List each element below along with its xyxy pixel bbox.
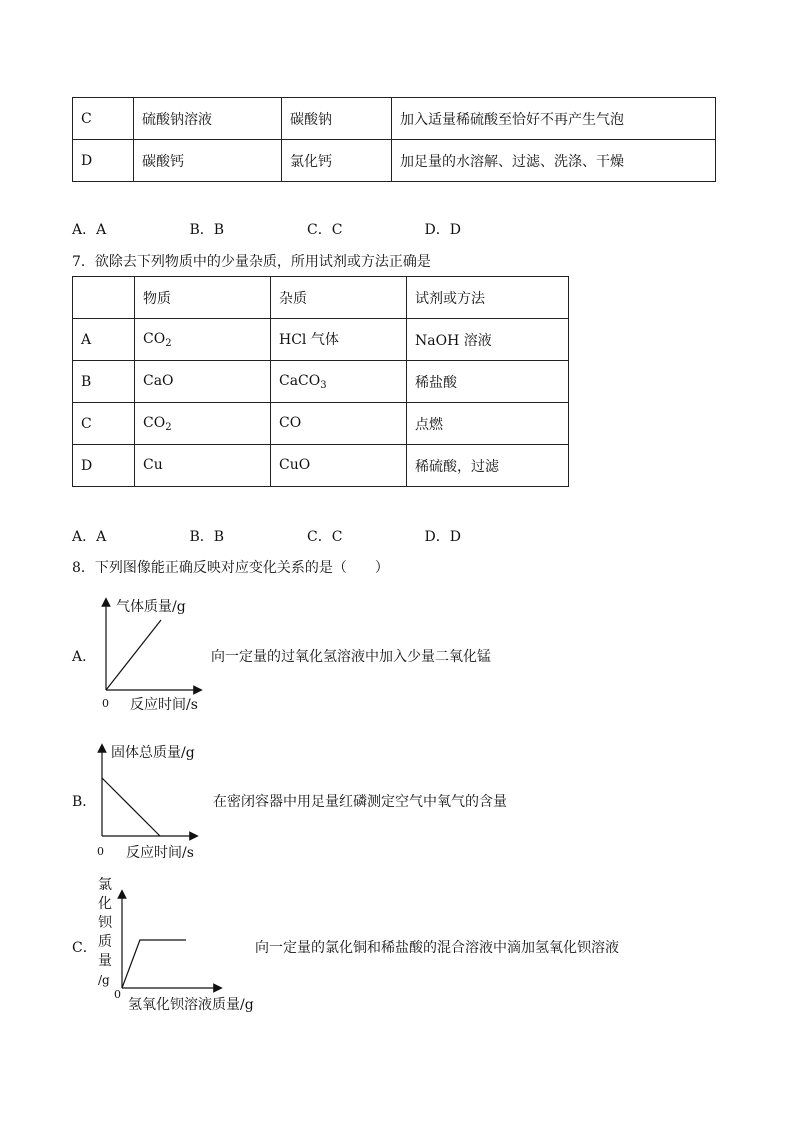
series-line (122, 940, 186, 988)
table-row (73, 98, 716, 140)
row-label: C (73, 403, 135, 445)
substance-cell (135, 403, 271, 445)
header-cell (73, 277, 135, 319)
formula: Cu (143, 456, 163, 473)
option-a-description: 向一定量的过氧化氢溶液中加入少量二氧化锰 (211, 649, 491, 665)
option-c[interactable]: C．C (307, 529, 343, 545)
table-row (73, 445, 569, 487)
series-line (102, 778, 160, 836)
chart-b-svg (92, 744, 202, 844)
header-cell: 试剂或方法 (407, 277, 569, 319)
subscript: 3 (320, 379, 327, 391)
impurity-cell (271, 361, 407, 403)
series-line (106, 620, 161, 690)
impurity-cell (271, 445, 407, 487)
row-label: A (73, 319, 135, 361)
chart-b-xlabel: 反应时间/s (126, 845, 194, 861)
row-label: D (73, 140, 134, 182)
option-a[interactable]: A．A (72, 222, 107, 238)
formula: CO (143, 414, 166, 431)
ylabel-char: 氯 (98, 877, 112, 893)
chart-c-origin: 0 (114, 988, 121, 1001)
header-cell: 物质 (135, 277, 271, 319)
method-cell: 稀盐酸 (407, 361, 569, 403)
chart-c (110, 892, 225, 992)
chart-a (96, 598, 206, 698)
impurity-cell: 碳酸钠 (282, 98, 392, 140)
substance-cell: 硫酸钠溶液 (134, 98, 282, 140)
question-7-options (72, 526, 542, 546)
impurity-cell (271, 319, 407, 361)
method-cell: 稀硫酸，过滤 (407, 445, 569, 487)
row-label: D (73, 445, 135, 487)
option-a-letter[interactable]: A． (72, 649, 97, 665)
option-c-letter[interactable]: C． (72, 940, 97, 956)
question-6-table (72, 97, 716, 182)
ylabel-char: 钡 (98, 915, 112, 931)
formula: CaO (143, 372, 174, 389)
method-cell: 加足量的水溶解、过滤、洗涤、干燥 (392, 140, 716, 182)
header-cell: 杂质 (271, 277, 407, 319)
option-d[interactable]: D．D (424, 529, 461, 545)
chart-a-svg (96, 598, 206, 698)
ylabel-char: 化 (98, 896, 112, 912)
question-8-stem: 8．下列图像能正确反映对应变化关系的是（ ） (72, 560, 389, 576)
formula: CO (143, 330, 166, 347)
ylabel-char: 量 (98, 953, 112, 969)
chart-c-xlabel: 氢氧化钡溶液质量/g (128, 997, 254, 1013)
chart-b (92, 744, 202, 844)
table-row (73, 140, 716, 182)
method-cell: 加入适量稀硫酸至恰好不再产生气泡 (392, 98, 716, 140)
chart-a-origin: 0 (102, 697, 109, 710)
option-b[interactable]: B．B (189, 222, 225, 238)
option-d[interactable]: D．D (424, 222, 461, 238)
substance-cell (135, 361, 271, 403)
row-label: B (73, 361, 135, 403)
option-b[interactable]: B．B (189, 529, 225, 545)
table-row (73, 361, 569, 403)
option-c-description: 向一定量的氯化铜和稀盐酸的混合溶液中滴加氢氧化钡溶液 (255, 940, 619, 956)
row-label: C (73, 98, 134, 140)
table-row (73, 319, 569, 361)
formula: CuO (279, 456, 311, 473)
chart-a-xlabel: 反应时间/s (130, 697, 198, 713)
impurity-cell: 氯化钙 (282, 140, 392, 182)
method-cell: NaOH 溶液 (407, 319, 569, 361)
chart-b-ylabel: 固体总质量/g (111, 745, 195, 761)
question-6-options (72, 219, 542, 239)
formula: CO (279, 414, 302, 431)
question-7-table (72, 276, 569, 487)
subscript: 2 (165, 337, 172, 349)
method-cell: 点燃 (407, 403, 569, 445)
impurity-cell (271, 403, 407, 445)
chart-c-svg (110, 892, 225, 992)
chart-a-ylabel: 气体质量/g (116, 599, 186, 615)
substance-cell (135, 319, 271, 361)
option-c[interactable]: C．C (307, 222, 343, 238)
chart-b-origin: 0 (97, 845, 104, 858)
substance-cell: 碳酸钙 (134, 140, 282, 182)
subscript: 2 (165, 421, 172, 433)
question-7-stem: 7．欲除去下列物质中的少量杂质，所用试剂或方法正确是 (72, 254, 431, 270)
substance-cell (135, 445, 271, 487)
formula: CaCO (279, 372, 321, 389)
option-a[interactable]: A．A (72, 529, 107, 545)
ylabel-char: /g (98, 973, 110, 987)
option-b-letter[interactable]: B． (72, 794, 97, 810)
table-header-row (73, 277, 569, 319)
formula: HCl 气体 (279, 332, 339, 348)
table-row (73, 403, 569, 445)
option-b-description: 在密闭容器中用足量红磷测定空气中氧气的含量 (213, 794, 507, 810)
ylabel-char: 质 (98, 934, 112, 950)
